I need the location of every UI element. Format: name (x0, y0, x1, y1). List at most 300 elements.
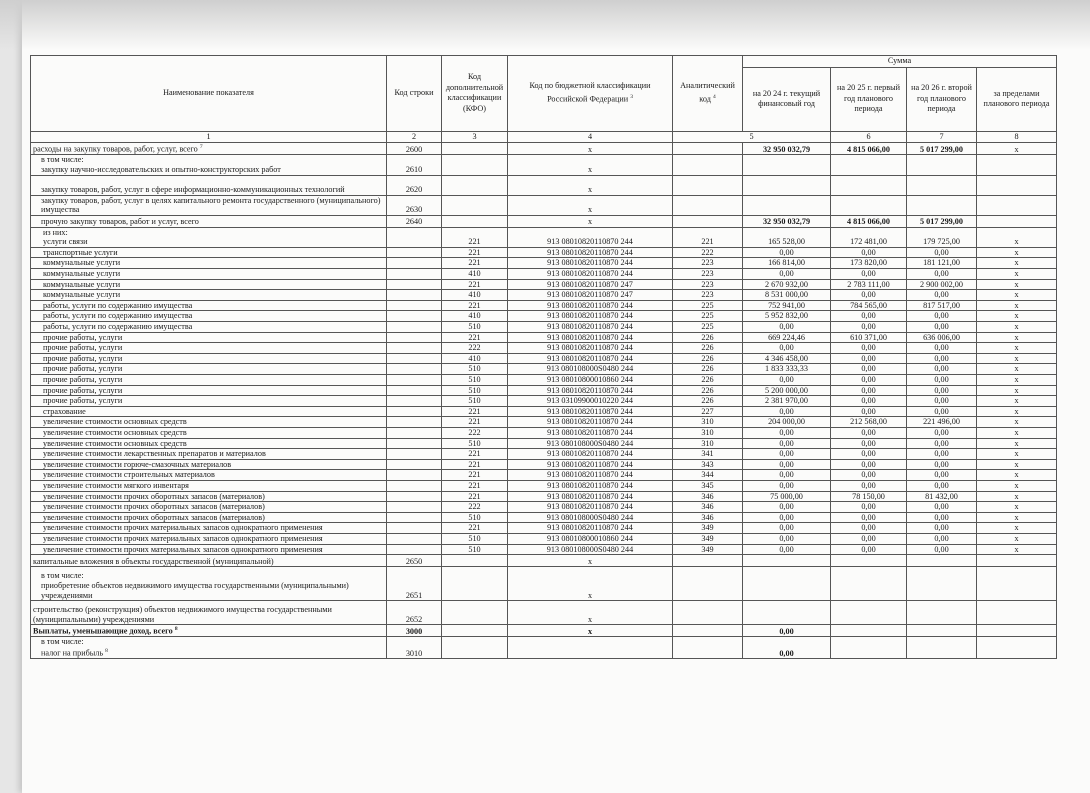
row-value-2: 784 565,00 (831, 300, 907, 311)
row-kfo: 222 (442, 427, 508, 438)
row-value-4: x (977, 459, 1057, 470)
table-row (31, 438, 1057, 449)
row-value-3: 0,00 (907, 375, 977, 386)
row-kfo: 410 (442, 290, 508, 301)
row-label: налог на прибыль (41, 648, 104, 658)
row-code (387, 364, 442, 375)
row-kfo: 410 (442, 311, 508, 322)
row-kfo: 510 (442, 512, 508, 523)
row-value-2: 2 783 111,00 (831, 279, 907, 290)
row-label: увеличение стоимости прочих оборотных запасов (материалов) (43, 512, 265, 522)
row-value-1: 0,00 (743, 480, 831, 491)
row-analytic: 226 (673, 396, 743, 407)
row-bk: 913 08010820110870 244 (508, 470, 673, 481)
row-name (31, 533, 387, 544)
table-row (31, 322, 1057, 333)
row-value-4: x (977, 247, 1057, 258)
row-label: прочие работы, услуги (43, 385, 123, 395)
table-row (31, 375, 1057, 386)
row-value-3: 0,00 (907, 343, 977, 354)
table-row (31, 195, 1057, 215)
row-kfo: 221 (442, 279, 508, 290)
row-name (31, 300, 387, 311)
row-code: 2652 (387, 601, 442, 625)
row-bk: 913 08010820110870 244 (508, 322, 673, 333)
row-kfo: 221 (442, 449, 508, 460)
row-name (31, 227, 387, 247)
row-name (31, 555, 387, 567)
row-analytic: 349 (673, 523, 743, 534)
row-bk: 913 08010820110870 244 (508, 269, 673, 280)
row-analytic: 225 (673, 311, 743, 322)
row-label: увеличение стоимости строительных материалов (43, 470, 215, 480)
row-label: прочие работы, услуги (43, 364, 123, 374)
row-value-2: 0,00 (831, 512, 907, 523)
row-value-2 (831, 625, 907, 637)
row-label: коммунальные услуги (43, 290, 121, 300)
row-value-2: 0,00 (831, 375, 907, 386)
row-value-4: x (977, 512, 1057, 523)
row-pre-label: в том числе: (41, 637, 84, 647)
row-value-4 (977, 195, 1057, 215)
row-code (387, 544, 442, 555)
table-row (31, 601, 1057, 625)
row-kfo (442, 215, 508, 227)
table-row (31, 364, 1057, 375)
row-value-4: x (977, 417, 1057, 428)
row-value-3: 0,00 (907, 269, 977, 280)
row-value-1 (743, 155, 831, 175)
row-analytic (673, 625, 743, 637)
row-value-3: 636 006,00 (907, 332, 977, 343)
column-number: 5 (673, 131, 831, 143)
row-kfo: 221 (442, 258, 508, 269)
row-bk: x (508, 215, 673, 227)
row-value-4: x (977, 343, 1057, 354)
row-value-4: x (977, 353, 1057, 364)
row-value-4 (977, 601, 1057, 625)
row-label: услуги связи (43, 237, 88, 247)
row-value-1: 0,00 (743, 427, 831, 438)
row-value-2: 0,00 (831, 311, 907, 322)
row-kfo (442, 195, 508, 215)
row-value-4: x (977, 385, 1057, 396)
row-name (31, 512, 387, 523)
row-value-4: x (977, 290, 1057, 301)
row-name (31, 417, 387, 428)
row-bk: 913 08010820110870 244 (508, 459, 673, 470)
row-kfo (442, 155, 508, 175)
row-code (387, 322, 442, 333)
row-analytic: 222 (673, 247, 743, 258)
row-bk: 913 08010820110870 244 (508, 258, 673, 269)
row-value-4: x (977, 258, 1057, 269)
row-kfo: 510 (442, 533, 508, 544)
row-name (31, 470, 387, 481)
row-analytic (673, 215, 743, 227)
row-value-4: x (977, 269, 1057, 280)
row-analytic: 341 (673, 449, 743, 460)
row-name (31, 449, 387, 460)
row-value-3: 0,00 (907, 523, 977, 534)
row-value-4: x (977, 480, 1057, 491)
plan-table (30, 55, 1057, 659)
row-value-2: 0,00 (831, 343, 907, 354)
row-value-1: 75 000,00 (743, 491, 831, 502)
row-bk: 913 08010820110870 244 (508, 427, 673, 438)
row-value-2: 0,00 (831, 544, 907, 555)
row-analytic (673, 567, 743, 601)
row-code: 2650 (387, 555, 442, 567)
row-bk: 913 08010820110870 244 (508, 406, 673, 417)
table-row (31, 625, 1057, 637)
row-value-2: 0,00 (831, 353, 907, 364)
table-row (31, 637, 1057, 659)
row-analytic: 223 (673, 279, 743, 290)
row-value-1: 0,00 (743, 375, 831, 386)
row-kfo (442, 555, 508, 567)
row-code (387, 227, 442, 247)
row-value-2 (831, 567, 907, 601)
row-name (31, 175, 387, 195)
row-value-3: 0,00 (907, 533, 977, 544)
row-kfo: 222 (442, 343, 508, 354)
row-name (31, 258, 387, 269)
row-name (31, 427, 387, 438)
row-bk: 913 08010820110870 244 (508, 502, 673, 513)
row-kfo: 221 (442, 332, 508, 343)
row-value-4: x (977, 364, 1057, 375)
column-number: 1 (31, 131, 387, 143)
row-code: 2610 (387, 155, 442, 175)
row-code: 2630 (387, 195, 442, 215)
row-kfo: 222 (442, 502, 508, 513)
row-bk: 913 08010820110870 244 (508, 523, 673, 534)
row-name (31, 502, 387, 513)
row-value-4: x (977, 449, 1057, 460)
row-value-3 (907, 625, 977, 637)
row-value-2 (831, 155, 907, 175)
row-value-3: 0,00 (907, 396, 977, 407)
row-kfo: 510 (442, 375, 508, 386)
row-value-1: 0,00 (743, 637, 831, 659)
row-value-2: 212 568,00 (831, 417, 907, 428)
header-year-1: на 20 24 г. текущий финансовый год (743, 67, 831, 131)
row-bk: 913 08010820110870 244 (508, 449, 673, 460)
row-name (31, 625, 387, 637)
table-row (31, 290, 1057, 301)
row-kfo: 221 (442, 480, 508, 491)
row-code (387, 353, 442, 364)
row-name (31, 343, 387, 354)
row-bk: 913 08010820110870 244 (508, 385, 673, 396)
row-value-4 (977, 555, 1057, 567)
row-name (31, 385, 387, 396)
column-number: 4 (508, 131, 673, 143)
row-name (31, 375, 387, 386)
row-bk: 913 08010820110870 244 (508, 311, 673, 322)
row-value-3: 179 725,00 (907, 227, 977, 247)
row-kfo: 221 (442, 300, 508, 311)
row-value-4: x (977, 332, 1057, 343)
row-value-1: 0,00 (743, 322, 831, 333)
row-name (31, 523, 387, 534)
row-value-3: 0,00 (907, 290, 977, 301)
row-label: прочие работы, услуги (43, 396, 123, 406)
row-name (31, 269, 387, 280)
row-kfo (442, 625, 508, 637)
row-code: 3000 (387, 625, 442, 637)
row-label: прочие работы, услуги (43, 375, 123, 385)
row-value-1: 0,00 (743, 512, 831, 523)
row-code (387, 279, 442, 290)
column-number: 2 (387, 131, 442, 143)
row-bk: x (508, 155, 673, 175)
row-kfo: 510 (442, 385, 508, 396)
row-kfo: 221 (442, 470, 508, 481)
row-value-3: 5 017 299,00 (907, 215, 977, 227)
row-label: увеличение стоимости лекарственных препаратов и материалов (43, 449, 266, 459)
row-value-2: 0,00 (831, 459, 907, 470)
row-analytic: 345 (673, 480, 743, 491)
row-name (31, 601, 387, 625)
row-bk: x (508, 601, 673, 625)
row-value-4: x (977, 300, 1057, 311)
row-label: увеличение стоимости горюче-смазочных материалов (43, 459, 232, 469)
row-value-2: 0,00 (831, 385, 907, 396)
row-label: увеличение стоимости основных средств (43, 438, 187, 448)
column-number: 6 (831, 131, 907, 143)
row-analytic: 223 (673, 269, 743, 280)
row-value-1: 204 000,00 (743, 417, 831, 428)
row-value-1: 752 941,00 (743, 300, 831, 311)
row-value-4: x (977, 544, 1057, 555)
row-label: работы, услуги по содержанию имущества (43, 322, 193, 332)
row-value-2: 0,00 (831, 533, 907, 544)
row-label: прочие работы, услуги (43, 353, 123, 363)
table-row (31, 155, 1057, 175)
row-value-1 (743, 555, 831, 567)
row-code (387, 311, 442, 322)
row-value-3 (907, 175, 977, 195)
row-value-3: 0,00 (907, 385, 977, 396)
row-value-2: 172 481,00 (831, 227, 907, 247)
row-value-1: 0,00 (743, 406, 831, 417)
column-number: 8 (977, 131, 1057, 143)
row-value-3 (907, 601, 977, 625)
row-label: закупку товаров, работ, услуг в целях капитального ремонта государственного (муниципального) имущества (41, 195, 381, 215)
row-label: увеличение стоимости прочих оборотных запасов (материалов) (43, 491, 265, 501)
row-value-3: 817 517,00 (907, 300, 977, 311)
row-value-4 (977, 625, 1057, 637)
row-analytic: 346 (673, 491, 743, 502)
row-name (31, 195, 387, 215)
row-value-2: 0,00 (831, 269, 907, 280)
row-value-3: 0,00 (907, 438, 977, 449)
header-analytic: Аналитический код $^4$ (673, 56, 743, 132)
row-code (387, 470, 442, 481)
row-code (387, 396, 442, 407)
row-code: 2600 (387, 143, 442, 155)
row-value-4 (977, 175, 1057, 195)
table-row (31, 533, 1057, 544)
row-bk: x (508, 625, 673, 637)
row-analytic: 349 (673, 544, 743, 555)
row-code (387, 480, 442, 491)
row-value-2 (831, 637, 907, 659)
row-value-1: 0,00 (743, 438, 831, 449)
row-value-1: 5 952 832,00 (743, 311, 831, 322)
row-value-3: 0,00 (907, 470, 977, 481)
row-bk: 913 08010800010860 244 (508, 375, 673, 386)
row-value-4 (977, 215, 1057, 227)
row-value-1: 0,00 (743, 247, 831, 258)
row-value-2: 4 815 066,00 (831, 143, 907, 155)
header-bk: Код по бюджетной классификации Российской Федерации $^3$ (508, 56, 673, 132)
table-row (31, 449, 1057, 460)
row-label: транспортные услуги (43, 247, 118, 257)
row-label: прочие работы, услуги (43, 343, 123, 353)
row-kfo: 510 (442, 544, 508, 555)
footnote-mark: 7 (199, 144, 203, 150)
row-value-1: 0,00 (743, 470, 831, 481)
row-analytic (673, 637, 743, 659)
row-analytic (673, 195, 743, 215)
row-analytic: 223 (673, 258, 743, 269)
row-value-1: 32 950 032,79 (743, 143, 831, 155)
row-value-1: 0,00 (743, 533, 831, 544)
header-sum: Сумма (743, 56, 1057, 68)
row-value-2: 0,00 (831, 427, 907, 438)
row-value-1: 1 833 333,33 (743, 364, 831, 375)
row-label: прочую закупку товаров, работ и услуг, всего (41, 217, 199, 227)
row-value-2: 173 820,00 (831, 258, 907, 269)
row-code (387, 427, 442, 438)
row-label: капитальные вложения в объекты государственной (муниципальной) (33, 556, 274, 566)
row-value-3: 81 432,00 (907, 491, 977, 502)
table-row (31, 417, 1057, 428)
row-value-3: 0,00 (907, 544, 977, 555)
row-bk: 913 08010820110870 244 (508, 491, 673, 502)
row-value-4: x (977, 523, 1057, 534)
scan-shadow (0, 0, 1090, 50)
row-value-3: 2 900 002,00 (907, 279, 977, 290)
row-code (387, 375, 442, 386)
row-analytic: 227 (673, 406, 743, 417)
row-code (387, 417, 442, 428)
row-bk: 913 08010800010860 244 (508, 533, 673, 544)
table-row (31, 544, 1057, 555)
row-analytic: 310 (673, 427, 743, 438)
row-code (387, 269, 442, 280)
row-kfo: 221 (442, 459, 508, 470)
row-value-2: 0,00 (831, 502, 907, 513)
row-name (31, 459, 387, 470)
row-kfo: 510 (442, 396, 508, 407)
row-value-4: x (977, 227, 1057, 247)
row-value-2: 0,00 (831, 449, 907, 460)
row-value-1: 0,00 (743, 502, 831, 513)
row-label: закупку товаров, работ, услуг в сфере информационно-коммуникационных технологий (41, 184, 345, 194)
header-year-3: на 20 26 г. второй год планового периода (907, 67, 977, 131)
header-name: Наименование показателя (31, 56, 387, 132)
row-value-4: x (977, 491, 1057, 502)
header-beyond: за пределами планового периода (977, 67, 1057, 131)
row-value-3 (907, 637, 977, 659)
row-value-1: 4 346 458,00 (743, 353, 831, 364)
table-row (31, 555, 1057, 567)
row-kfo: 221 (442, 227, 508, 247)
row-value-3: 0,00 (907, 322, 977, 333)
header-year-2: на 20 25 г. первый год планового периода (831, 67, 907, 131)
row-code (387, 502, 442, 513)
row-value-3 (907, 195, 977, 215)
row-code (387, 449, 442, 460)
row-name (31, 322, 387, 333)
row-bk: 913 080108000S0480 244 (508, 438, 673, 449)
table-row (31, 227, 1057, 247)
row-kfo: 221 (442, 247, 508, 258)
row-value-3: 0,00 (907, 459, 977, 470)
row-code (387, 300, 442, 311)
table-row (31, 353, 1057, 364)
row-kfo (442, 175, 508, 195)
column-number: 3 (442, 131, 508, 143)
row-kfo: 510 (442, 322, 508, 333)
table-header (31, 56, 1057, 143)
row-value-1: 166 814,00 (743, 258, 831, 269)
row-analytic: 343 (673, 459, 743, 470)
row-value-3: 0,00 (907, 364, 977, 375)
table-row (31, 175, 1057, 195)
row-value-2: 0,00 (831, 406, 907, 417)
row-bk: 913 080108000S0480 244 (508, 544, 673, 555)
row-kfo: 410 (442, 353, 508, 364)
row-analytic: 226 (673, 332, 743, 343)
row-code (387, 385, 442, 396)
row-value-2: 610 371,00 (831, 332, 907, 343)
row-bk: 913 08010820110870 244 (508, 247, 673, 258)
row-kfo: 510 (442, 364, 508, 375)
row-value-2: 0,00 (831, 364, 907, 375)
row-code (387, 406, 442, 417)
row-value-2 (831, 195, 907, 215)
row-analytic (673, 555, 743, 567)
row-code: 2651 (387, 567, 442, 601)
row-value-4: x (977, 322, 1057, 333)
row-bk: 913 08010820110870 244 (508, 417, 673, 428)
table-row (31, 258, 1057, 269)
row-kfo: 221 (442, 523, 508, 534)
row-value-3: 0,00 (907, 406, 977, 417)
row-kfo (442, 567, 508, 601)
table-row (31, 343, 1057, 354)
table-row (31, 406, 1057, 417)
row-label: работы, услуги по содержанию имущества (43, 300, 193, 310)
row-bk: 913 080108000S0480 244 (508, 512, 673, 523)
row-value-4: x (977, 143, 1057, 155)
row-value-3: 0,00 (907, 480, 977, 491)
row-name (31, 544, 387, 555)
row-analytic: 223 (673, 290, 743, 301)
row-label: приобретение объектов недвижимого имущества государственными (муниципальными) учреждениями (41, 580, 349, 600)
row-label: увеличение стоимости прочих оборотных запасов (материалов) (43, 502, 265, 512)
row-label: закупку научно-исследовательских и опытно-конструкторских работ (41, 164, 281, 174)
row-pre-label: в том числе: (41, 155, 84, 165)
table-row (31, 300, 1057, 311)
row-label: увеличение стоимости прочих материальных запасов однократного применения (43, 523, 323, 533)
table-row (31, 279, 1057, 290)
